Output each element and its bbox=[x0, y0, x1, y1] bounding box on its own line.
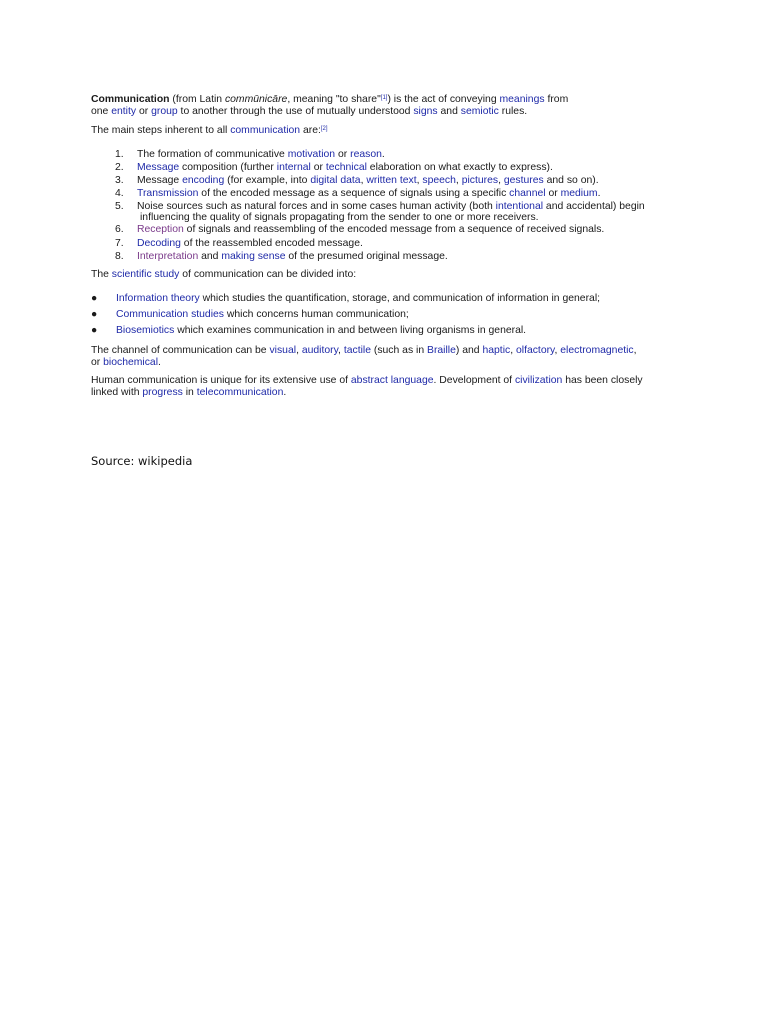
link-channel[interactable]: channel bbox=[509, 187, 546, 199]
link-meanings[interactable]: meanings bbox=[499, 94, 545, 105]
link-making-sense[interactable]: making sense bbox=[221, 250, 286, 262]
link-written-text[interactable]: written text bbox=[366, 174, 417, 186]
link-interpretation[interactable]: Interpretation bbox=[137, 250, 199, 262]
link-digital-data[interactable]: digital data bbox=[310, 174, 361, 186]
link-communication[interactable]: communication bbox=[230, 125, 301, 136]
link-scientific-study[interactable]: scientific study bbox=[111, 268, 180, 280]
link-encoding[interactable]: encoding bbox=[182, 174, 225, 186]
link-medium[interactable]: medium bbox=[560, 187, 598, 199]
article-body bbox=[91, 93, 691, 405]
intro-paragraph: Communication (from Latin commūnicāre, meaning "to share"[1]) is the act of conveying meanings from one entity or group to another through the use of mutually understood signs and semiotic rules. bbox=[91, 94, 569, 117]
link-auditory[interactable]: auditory bbox=[301, 345, 339, 357]
link-reception[interactable]: Reception bbox=[137, 224, 184, 236]
list-item: 4. Transmission of the encoded message as a sequence of signals using a specific channel or medium. bbox=[115, 187, 601, 199]
link-transmission[interactable]: Transmission bbox=[137, 187, 199, 199]
link-electromagnetic[interactable]: electromagnetic bbox=[560, 345, 634, 357]
link-gestures[interactable]: gestures bbox=[503, 174, 544, 186]
link-decoding[interactable]: Decoding bbox=[137, 237, 181, 249]
link-intentional[interactable]: intentional bbox=[495, 200, 544, 212]
link-telecommunication[interactable]: telecommunication bbox=[196, 386, 284, 398]
list-item: 7. Decoding of the reassembled encoded message. bbox=[115, 237, 363, 249]
list-item: 1. The formation of communicative motivation or reason. bbox=[115, 148, 385, 160]
steps-intro: The main steps inherent to all communication are:[2] bbox=[91, 125, 328, 136]
bullet-icon: ● bbox=[91, 325, 98, 337]
link-progress[interactable]: progress bbox=[142, 386, 183, 398]
link-communication-studies[interactable]: Communication studies bbox=[116, 309, 224, 321]
list-item: 6. Reception of signals and reassembling of the encoded message from a sequence of received signals. bbox=[115, 224, 605, 236]
link-motivation[interactable]: motivation bbox=[287, 148, 336, 160]
link-technical[interactable]: technical bbox=[325, 161, 367, 173]
link-reason[interactable]: reason bbox=[350, 148, 382, 160]
link-entity[interactable]: entity bbox=[111, 105, 137, 117]
link-signs[interactable]: signs bbox=[413, 105, 438, 117]
channel-paragraph: The channel of communication can be visual, auditory, tactile (such as in Braille) and haptic, olfactory, electromagnetic, or biochemical. bbox=[91, 345, 637, 368]
list-item: 8. Interpretation and making sense of the presumed original message. bbox=[115, 250, 448, 262]
link-internal[interactable]: internal bbox=[276, 161, 311, 173]
list-item: ● Biosemiotics which examines communication in and between living organisms in general. bbox=[91, 323, 691, 339]
citation-2[interactable]: [2] bbox=[320, 126, 328, 132]
link-group[interactable]: group bbox=[151, 105, 178, 117]
latin-term: commūnicāre bbox=[224, 94, 288, 105]
link-pictures[interactable]: pictures bbox=[461, 174, 499, 186]
link-message[interactable]: Message bbox=[137, 161, 180, 173]
link-abstract-language[interactable]: abstract language bbox=[350, 375, 434, 387]
term-communication: Communication bbox=[91, 94, 170, 105]
bullet-icon: ● bbox=[91, 309, 98, 321]
list-item: 5. Noise sources such as natural forces and in some cases human activity (both intentional and accidental) begin influencing the quality of signals propagating from the sender to one or more receivers. bbox=[91, 200, 691, 224]
list-item-continuation: influencing the quality of signals propagating from the sender to one or more receivers. bbox=[140, 211, 539, 223]
link-civilization[interactable]: civilization bbox=[514, 375, 563, 387]
steps-list bbox=[91, 148, 691, 263]
study-list bbox=[91, 291, 691, 339]
bullet-icon: ● bbox=[91, 293, 98, 305]
link-semiotic[interactable]: semiotic bbox=[460, 105, 499, 117]
list-item: 3. Message encoding (for example, into digital data, written text, speech, pictures, gestures and so on). bbox=[115, 174, 599, 186]
human-paragraph: Human communication is unique for its extensive use of abstract language. Development of civilization has been closely linked with progress in telecommunication. bbox=[91, 375, 643, 398]
link-braille[interactable]: Braille bbox=[427, 345, 456, 357]
source-attribution: Source: wikipedia bbox=[91, 454, 193, 468]
link-speech[interactable]: speech bbox=[422, 174, 456, 186]
link-information-theory[interactable]: Information theory bbox=[116, 293, 200, 305]
link-biosemiotics[interactable]: Biosemiotics bbox=[116, 325, 175, 337]
link-haptic[interactable]: haptic bbox=[482, 345, 511, 357]
link-tactile[interactable]: tactile bbox=[343, 345, 371, 357]
list-item: ● Communication studies which concerns human communication; bbox=[91, 307, 691, 323]
link-biochemical[interactable]: biochemical bbox=[103, 356, 159, 368]
study-intro: The scientific study of communication can be divided into: bbox=[91, 268, 357, 280]
link-olfactory[interactable]: olfactory bbox=[515, 345, 555, 357]
citation-1[interactable]: [1] bbox=[380, 95, 388, 101]
list-item: ● Information theory which studies the quantification, storage, and communication of information in general; bbox=[91, 291, 691, 307]
list-item: 2. Message composition (further internal or technical elaboration on what exactly to express). bbox=[115, 161, 553, 173]
link-visual[interactable]: visual bbox=[269, 345, 297, 357]
